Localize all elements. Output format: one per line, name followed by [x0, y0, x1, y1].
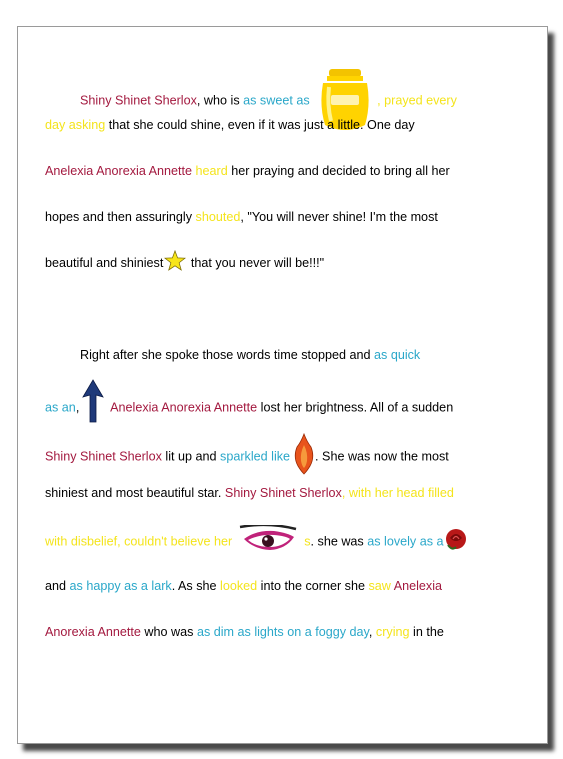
- verb: ,: [341, 486, 349, 500]
- p2-line-1: [80, 347, 420, 363]
- p2-line-3: [45, 439, 449, 475]
- text: ,: [75, 400, 80, 415]
- text: beautiful and shiniest: [45, 256, 164, 270]
- p2-line-2: [45, 393, 453, 423]
- text: , who is: [196, 93, 244, 108]
- p1-line-3: [45, 163, 450, 179]
- p1-line-4: [45, 209, 438, 225]
- simile: as dim as lights on a foggy day: [196, 625, 369, 639]
- text: that she could shine, even if it was just a little. One day: [105, 118, 415, 132]
- character-name: Shiny Shinet Sherlox: [80, 93, 197, 108]
- p2-line-6: [45, 578, 442, 594]
- eye-icon: [238, 525, 298, 553]
- verb: looked: [220, 579, 258, 593]
- verb: day asking: [45, 118, 106, 132]
- p2-line-4: [45, 485, 454, 501]
- character-name: Shiny Shinet Sherlox: [45, 449, 162, 464]
- star-icon: [164, 250, 186, 272]
- p1-line-2: [45, 117, 415, 133]
- text: Right after she spoke those words time stopped and: [80, 348, 375, 362]
- text: , "You will never shine! I'm the most: [240, 210, 438, 224]
- simile: as sweet as: [243, 93, 310, 108]
- verb: with disbelief, couldn't believe her: [45, 534, 233, 549]
- p1-line-5: [45, 255, 324, 272]
- simile: as quick: [374, 348, 421, 362]
- simile: sparkled like: [220, 449, 291, 464]
- simile: as an: [45, 400, 76, 415]
- verb: heard: [195, 164, 228, 178]
- verb: saw: [368, 579, 391, 593]
- text: in the: [409, 625, 444, 639]
- verb: shouted: [195, 210, 241, 224]
- text: ,: [368, 625, 376, 639]
- text: and: [45, 579, 70, 593]
- text: her praying and decided to bring all her: [227, 164, 450, 178]
- arrow-up-icon: [82, 379, 104, 423]
- character-name: Anelexia Anorexia Annette: [45, 164, 193, 178]
- text: hopes and then assuringly: [45, 210, 196, 224]
- simile: as lovely as a: [367, 534, 444, 549]
- verb: with her head filled: [348, 486, 454, 500]
- simile: as happy as a lark: [69, 579, 172, 593]
- text: . she was: [310, 534, 368, 549]
- text: lit up and: [161, 449, 221, 464]
- flame-icon: [294, 433, 314, 475]
- text: . As she: [171, 579, 221, 593]
- verb: crying: [375, 625, 410, 639]
- text: into the corner she: [257, 579, 369, 593]
- text: who was: [140, 625, 197, 639]
- character-name: Shiny Shinet Sherlox: [224, 486, 342, 500]
- character-name: Anorexia Annette: [45, 625, 141, 639]
- rose-icon: [444, 527, 468, 553]
- text: shiniest and most beautiful star.: [45, 486, 225, 500]
- p2-line-5: [45, 531, 468, 553]
- p2-line-7: [45, 624, 444, 640]
- verb: s: [304, 534, 311, 549]
- character-name: Anelexia Anorexia Annette: [110, 400, 258, 415]
- document-page: [17, 26, 548, 744]
- text: that you never will be!!!": [187, 256, 325, 270]
- text: lost her brightness. All of a sudden: [257, 400, 454, 415]
- text: . She was now the most: [315, 449, 449, 464]
- verb: , prayed every: [377, 93, 457, 108]
- character-name: Anelexia: [393, 579, 443, 593]
